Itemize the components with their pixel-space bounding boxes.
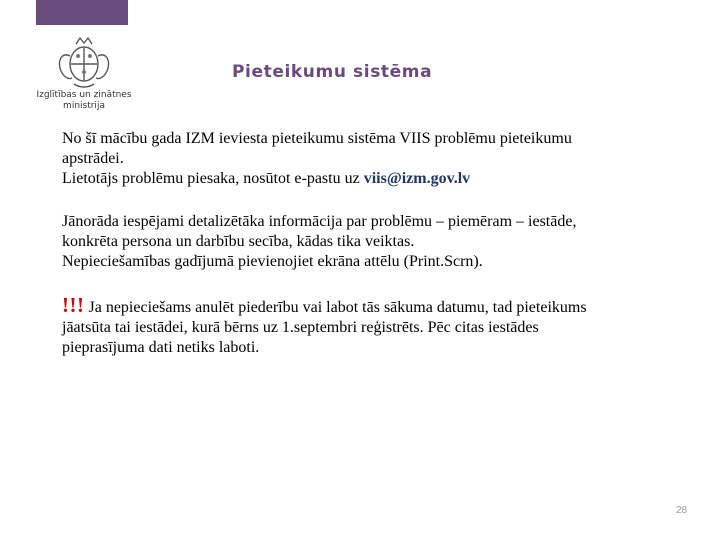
paragraph-intro — [62, 129, 682, 189]
warning-line-1 — [62, 295, 682, 318]
warning-line-2: jāatsūta tai iestādei, kurā bērns uz 1.septembri reģistrēts. Pēc citas iestādes — [62, 319, 539, 336]
details-line-2: konkrēta persona un darbību secība, kādas tika veiktas. — [62, 233, 415, 250]
warning-mark: !!! — [62, 293, 85, 317]
email-link[interactable]: viis@izm.gov.lv — [363, 170, 471, 187]
intro-line-3-text: Lietotājs problēmu piesaka, nosūtot e-pastu uz — [62, 170, 364, 187]
intro-line-1: No šī mācību gada IZM ieviesta pieteikumu sistēma VIIS problēmu pieteikumu — [62, 130, 572, 147]
warning-line-1-text: Ja nepieciešams anulēt piederību vai labot tās sākuma datumu, tad pieteikums — [84, 299, 587, 316]
coat-of-arms-icon — [52, 34, 116, 90]
top-accent-bar — [36, 0, 128, 25]
ministry-name-line1: Izglītības un zinātnes — [36, 90, 132, 100]
intro-line-3 — [62, 169, 682, 189]
intro-line-2: apstrādei. — [62, 150, 124, 167]
paragraph-details — [62, 212, 682, 272]
ministry-name-line2: ministrija — [63, 101, 105, 111]
details-line-1: Jānorāda iespējami detalizētāka informācija par problēmu – piemēram – iestāde, — [62, 213, 577, 230]
ministry-logo — [28, 34, 140, 124]
slide-body — [62, 129, 682, 381]
details-line-3: Nepieciešamības gadījumā pievienojiet ekrāna attēlu (Print.Scrn). — [62, 253, 483, 270]
paragraph-warning — [62, 295, 682, 358]
slide-title: Pieteikumu sistēma — [232, 62, 433, 82]
page-number: 28 — [676, 505, 688, 516]
warning-line-3: pieprasījuma dati netiks laboti. — [62, 339, 260, 356]
ministry-name — [28, 90, 140, 112]
